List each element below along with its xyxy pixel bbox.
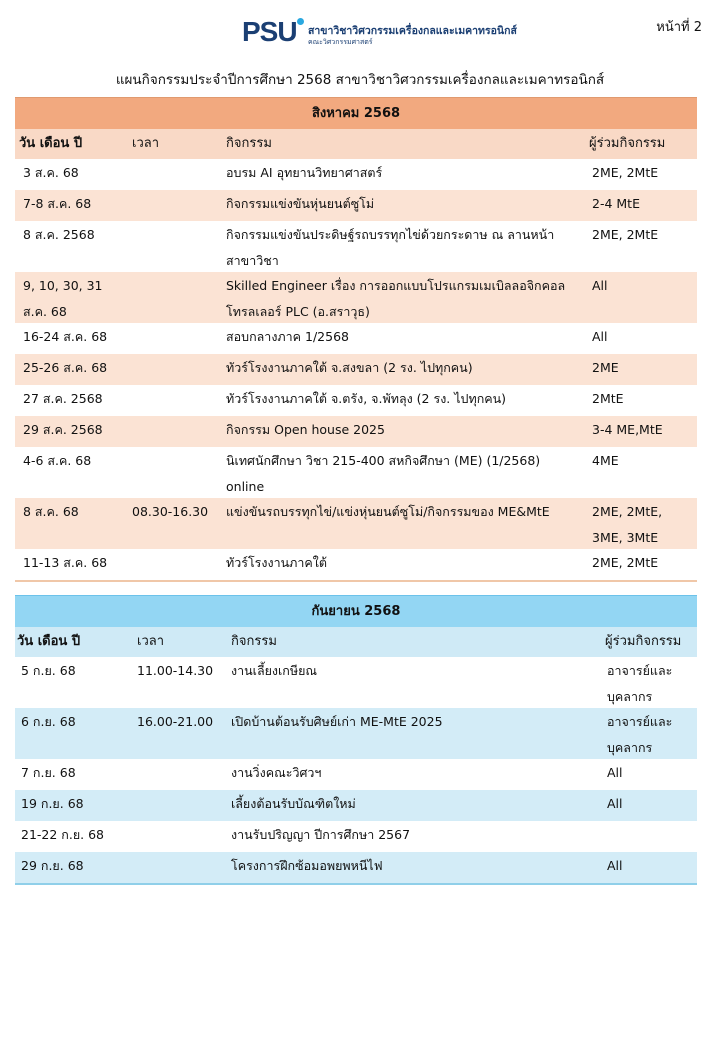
page-number: หน้าที่ 2	[656, 20, 702, 35]
row-activity	[226, 191, 586, 217]
row-activity-line: งานเลี้ยงเกษียณ	[231, 663, 318, 678]
row-participants-line: 2MtE	[592, 391, 624, 406]
row-participants	[607, 853, 697, 879]
table-row	[15, 385, 697, 416]
row-activity	[226, 355, 586, 381]
column-header-date: วัน เดือน ปี	[19, 136, 83, 151]
row-date-line: 7-8 ส.ค. 68	[23, 196, 92, 211]
table-row	[15, 821, 697, 852]
row-activity-line: ทัวร์โรงงานภาคใต้ จ.สงขลา (2 รง. ไปทุกคน)	[226, 360, 473, 375]
row-participants	[592, 324, 692, 350]
row-activity-line: โครงการฝึกซ้อมอพยพหนีไฟ	[231, 858, 383, 873]
row-participants-line: บุคลากร	[607, 740, 653, 755]
row-activity	[226, 499, 586, 525]
table-row	[15, 447, 697, 498]
logo-dot-icon	[297, 18, 304, 25]
row-participants-line: 2ME, 2MtE,	[592, 504, 663, 519]
row-date-line: 8 ส.ค. 2568	[23, 227, 95, 242]
august-month-header: สิงหาคม 2568	[15, 97, 697, 129]
table-row	[15, 323, 697, 354]
row-activity	[226, 273, 586, 325]
row-participants-line: All	[592, 278, 608, 293]
row-time-line: 08.30-16.30	[132, 504, 209, 519]
row-participants	[592, 448, 692, 474]
row-date	[23, 386, 223, 412]
column-header-activity: กิจกรรม	[226, 136, 272, 151]
row-activity	[226, 324, 586, 350]
row-date	[21, 791, 221, 817]
row-date-line: 9, 10, 30, 31	[23, 278, 103, 293]
row-date-line: 29 ก.ย. 68	[21, 858, 84, 873]
row-date-line: 8 ส.ค. 68	[23, 504, 79, 519]
table-row	[15, 221, 697, 272]
row-participants	[592, 355, 692, 381]
row-time-line: 16.00-21.00	[137, 714, 214, 729]
row-date	[23, 324, 223, 350]
row-activity-line: Skilled Engineer เรื่อง การออกแบบโปรแกรมเมเบิลลอจิกคอล	[226, 278, 566, 293]
row-participants-line: All	[592, 329, 608, 344]
row-time	[137, 658, 227, 684]
september-schedule-table	[15, 595, 697, 885]
row-date	[23, 191, 223, 217]
row-date-line: 3 ส.ค. 68	[23, 165, 79, 180]
row-participants-line: All	[607, 858, 623, 873]
row-date-line: 29 ส.ค. 2568	[23, 422, 103, 437]
row-activity-line: นิเทศนักศึกษา วิชา 215-400 สหกิจศึกษา (ME) (1/2568)	[226, 453, 541, 468]
row-date	[23, 222, 223, 248]
table-row	[15, 708, 697, 759]
row-time-line: 11.00-14.30	[137, 663, 214, 678]
row-participants-line: 3-4 ME,MtE	[592, 422, 663, 437]
row-activity-line: งานรับปริญญา ปีการศึกษา 2567	[231, 827, 411, 842]
table-row	[15, 657, 697, 708]
row-participants-line: อาจารย์และ	[607, 663, 673, 678]
row-date-line: 25-26 ส.ค. 68	[23, 360, 108, 375]
row-activity	[231, 709, 591, 735]
row-activity	[231, 760, 591, 786]
september-rows	[15, 657, 697, 885]
row-activity-line: เปิดบ้านต้อนรับศิษย์เก่า ME-MtE 2025	[231, 714, 443, 729]
row-date	[23, 273, 223, 325]
row-date-line: 7 ก.ย. 68	[21, 765, 76, 780]
column-header-participants: ผู้ร่วมกิจกรรม	[589, 136, 666, 151]
table-row	[15, 190, 697, 221]
column-header-participants: ผู้ร่วมกิจกรรม	[605, 634, 682, 649]
row-participants-line: All	[607, 765, 623, 780]
september-month-header: กันยายน 2568	[15, 595, 697, 627]
row-time	[132, 499, 222, 525]
row-activity-line: กิจกรรมแข่งขันหุ่นยนต์ซูโม่	[226, 196, 375, 211]
row-participants	[592, 550, 692, 576]
row-activity	[231, 791, 591, 817]
table-row	[15, 416, 697, 447]
row-participants-line: 4ME	[592, 453, 619, 468]
table-row	[15, 159, 697, 190]
august-schedule-table	[15, 97, 697, 582]
row-participants	[607, 709, 697, 761]
table-row	[15, 852, 697, 885]
row-activity	[231, 853, 591, 879]
row-activity	[231, 822, 591, 848]
row-time	[137, 709, 227, 735]
row-date	[23, 355, 223, 381]
row-date	[23, 550, 223, 576]
row-date	[21, 822, 221, 848]
row-activity-line: ทัวร์โรงงานภาคใต้ จ.ตรัง, จ.พัทลุง (2 รง. ไปทุกคน)	[226, 391, 507, 406]
august-column-headers	[15, 129, 697, 159]
row-date-line: 27 ส.ค. 2568	[23, 391, 103, 406]
table-row	[15, 354, 697, 385]
row-participants	[592, 273, 692, 299]
row-participants	[592, 417, 692, 443]
table-row	[15, 549, 697, 582]
row-date-line: 6 ก.ย. 68	[21, 714, 76, 729]
column-header-activity: กิจกรรม	[231, 634, 277, 649]
row-date	[21, 853, 221, 879]
row-participants	[592, 191, 692, 217]
row-date	[23, 448, 223, 474]
row-date	[23, 160, 223, 186]
row-date-line: 21-22 ก.ย. 68	[21, 827, 105, 842]
row-participants-line: บุคลากร	[607, 689, 653, 704]
row-activity-line: เลี้ยงต้อนรับบัณฑิตใหม่	[231, 796, 356, 811]
table-row	[15, 759, 697, 790]
row-activity	[226, 386, 586, 412]
row-activity-line: สอบกลางภาค 1/2568	[226, 329, 349, 344]
row-activity	[231, 658, 591, 684]
row-participants	[592, 222, 692, 248]
logo-department-name: สาขาวิชาวิศวกรรมเครื่องกลและเมคาทรอนิกส์	[308, 25, 517, 37]
row-activity-line: สาขาวิชา	[226, 253, 279, 268]
row-activity-line: โทรลเลอร์ PLC (อ.สราวุธ)	[226, 304, 370, 319]
row-activity-line: งานวิ่งคณะวิศวฯ	[231, 765, 322, 780]
row-participants-line: 2-4 MtE	[592, 196, 640, 211]
row-participants	[607, 760, 697, 786]
column-header-time: เวลา	[137, 634, 165, 649]
row-participants-line: 2ME	[592, 360, 619, 375]
row-date-line: 16-24 ส.ค. 68	[23, 329, 108, 344]
row-participants-line: 2ME, 2MtE	[592, 227, 659, 242]
column-header-time: เวลา	[132, 136, 160, 151]
row-activity-line: แข่งขันรถบรรทุกไข่/แข่งหุ่นยนต์ซูโม่/กิจกรรมของ ME&MtE	[226, 504, 550, 519]
document-title: แผนกิจกรรมประจำปีการศึกษา 2568 สาขาวิชาวิศวกรรมเครื่องกลและเมคาทรอนิกส์	[115, 72, 605, 88]
logo-faculty-name: คณะวิศวกรรมศาสตร์	[308, 38, 373, 46]
row-activity	[226, 417, 586, 443]
row-participants	[592, 499, 692, 551]
row-date-line: 11-13 ส.ค. 68	[23, 555, 108, 570]
row-activity	[226, 550, 586, 576]
row-date	[23, 417, 223, 443]
row-participants-line: อาจารย์และ	[607, 714, 673, 729]
row-participants	[592, 386, 692, 412]
row-date-line: 19 ก.ย. 68	[21, 796, 84, 811]
table-row	[15, 790, 697, 821]
row-participants-line: 2ME, 2MtE	[592, 555, 659, 570]
row-date-line: ส.ค. 68	[23, 304, 67, 319]
row-participants-line: All	[607, 796, 623, 811]
row-activity-line: กิจกรรม Open house 2025	[226, 422, 385, 437]
row-activity	[226, 448, 586, 500]
row-participants-line: 2ME, 2MtE	[592, 165, 659, 180]
column-header-date: วัน เดือน ปี	[17, 634, 81, 649]
august-rows	[15, 159, 697, 582]
row-date-line: 5 ก.ย. 68	[21, 663, 76, 678]
row-activity-line: ทัวร์โรงงานภาคใต้	[226, 555, 328, 570]
row-activity-line: online	[226, 479, 265, 494]
row-participants	[607, 658, 697, 710]
row-activity-line: อบรม AI อุทยานวิทยาศาสตร์	[226, 165, 383, 180]
row-activity	[226, 222, 586, 274]
logo-mark: PSU	[242, 16, 297, 47]
row-activity-line: กิจกรรมแข่งขันประดิษฐ์รถบรรทุกไข่ด้วยกระดาษ ณ ลานหน้า	[226, 227, 555, 242]
row-activity	[226, 160, 586, 186]
table-row	[15, 498, 697, 549]
row-participants-line: 3ME, 3MtE	[592, 530, 659, 545]
table-row	[15, 272, 697, 323]
row-participants	[607, 791, 697, 817]
september-column-headers	[15, 627, 697, 657]
row-participants	[592, 160, 692, 186]
row-date	[21, 760, 221, 786]
row-date-line: 4-6 ส.ค. 68	[23, 453, 92, 468]
psu-logo	[242, 14, 517, 50]
